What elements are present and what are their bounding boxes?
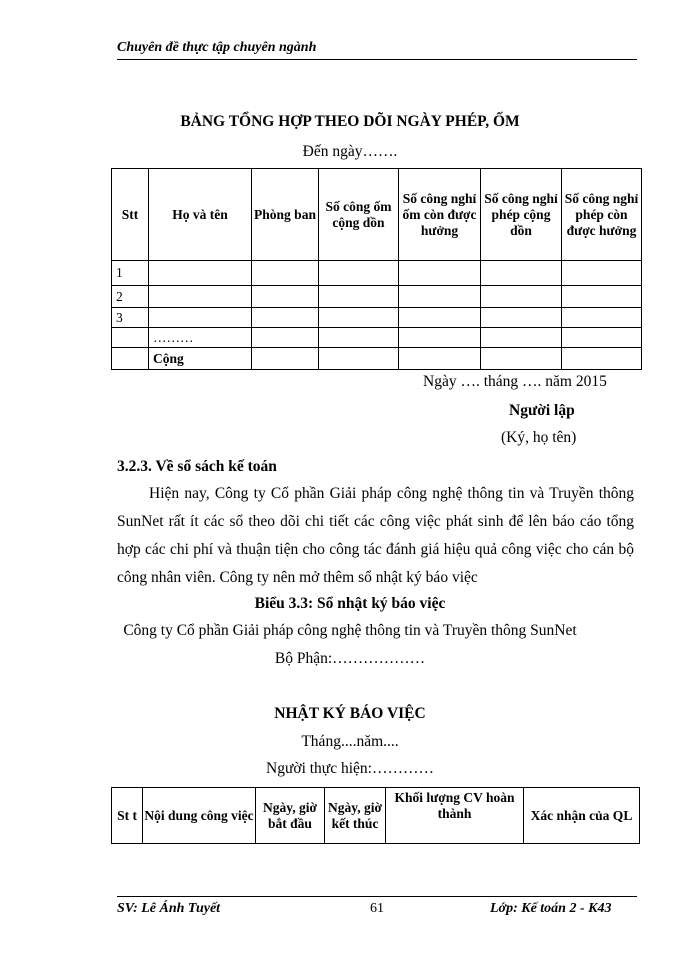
- sign-date: Ngày …. tháng …. năm 2015: [423, 373, 607, 390]
- leave-summary-table: [111, 168, 642, 370]
- section-paragraph: Hiện nay, Công ty Cổ phần Giải pháp công nghệ thông tin và Truyền thông SunNet rất ít các sổ theo dõi chi tiết các công việc phát sinh để lên báo cáo tổng hợp các chi phí và thuận tiện cho công tác đánh giá hiệu quả công việc cho cán bộ công nhân viên. Công ty nên mở thêm sổ nhật ký báo việc: [117, 485, 634, 586]
- table1-date-line: Đến ngày…….: [302, 143, 398, 160]
- cell-total-label: Cộng: [149, 348, 252, 370]
- table-row: [112, 308, 642, 328]
- cell-stt: [112, 328, 149, 348]
- cell-stt: 2: [112, 286, 149, 308]
- cell-stt: 3: [112, 308, 149, 328]
- col-header-start: Ngày, giờ bắt đầu: [256, 788, 325, 844]
- cell-name: ………: [149, 328, 252, 348]
- col-header-leave-accum: Số công nghỉ phép cộng dồn: [481, 169, 562, 261]
- company-name: Công ty Cổ phần Giải pháp công nghệ thông tin và Truyền thông SunNet: [123, 622, 577, 639]
- col-header-sick-remaining: Số công nghỉ ốm còn được hưởng: [399, 169, 481, 261]
- cell-stt: [112, 348, 149, 370]
- col-header-name: Họ và tên: [149, 169, 252, 261]
- department-line: Bộ Phận:………………: [274, 650, 426, 667]
- section-heading: 3.2.3. Về sổ sách kế toán: [117, 458, 277, 475]
- footer-student: SV: Lê Ánh Tuyết: [117, 901, 221, 916]
- col-header-leave-remaining: Số công nghỉ phép còn được hưởng: [562, 169, 642, 261]
- page-number: 61: [370, 901, 384, 916]
- col-header-department: Phòng ban: [252, 169, 319, 261]
- table-header-row: [112, 788, 640, 844]
- col-header-confirm: Xác nhận của QL: [524, 788, 640, 844]
- col-header-volume: Khối lượng CV hoàn thành: [386, 788, 524, 844]
- sign-note: (Ký, họ tên): [501, 429, 577, 446]
- table-row: [112, 286, 642, 308]
- col-header-stt: St t: [112, 788, 143, 844]
- table-header-row: [112, 169, 642, 261]
- cell-name: [149, 286, 252, 308]
- cell-name: [149, 261, 252, 286]
- col-header-end: Ngày, giờ kết thúc: [325, 788, 386, 844]
- month-line: Tháng....năm....: [301, 733, 399, 750]
- performer-line: Người thực hiện:…………: [266, 760, 434, 777]
- col-header-stt: Stt: [112, 169, 149, 261]
- table-row: [112, 261, 642, 286]
- col-header-content: Nội dung công việc: [143, 788, 256, 844]
- table1-title: BẢNG TỔNG HỢP THEO DÕI NGÀY PHÉP, ỐM: [180, 113, 520, 130]
- form-title: NHẬT KÝ BÁO VIỆC: [274, 705, 426, 722]
- page-footer: [117, 896, 637, 921]
- cell-name: [149, 308, 252, 328]
- page-header: Chuyên đề thực tập chuyên ngành: [117, 40, 637, 60]
- col-header-sick-accum: Số công ốm cộng dồn: [319, 169, 399, 261]
- work-log-table: [111, 787, 640, 844]
- table-total-row: [112, 348, 642, 370]
- cell-stt: 1: [112, 261, 149, 286]
- sign-role: Người lập: [509, 402, 575, 419]
- footer-class: Lớp: Kế toán 2 - K43: [490, 901, 612, 916]
- form-caption: Biểu 3.3: Sổ nhật ký báo việc: [254, 595, 446, 612]
- table-row: [112, 328, 642, 348]
